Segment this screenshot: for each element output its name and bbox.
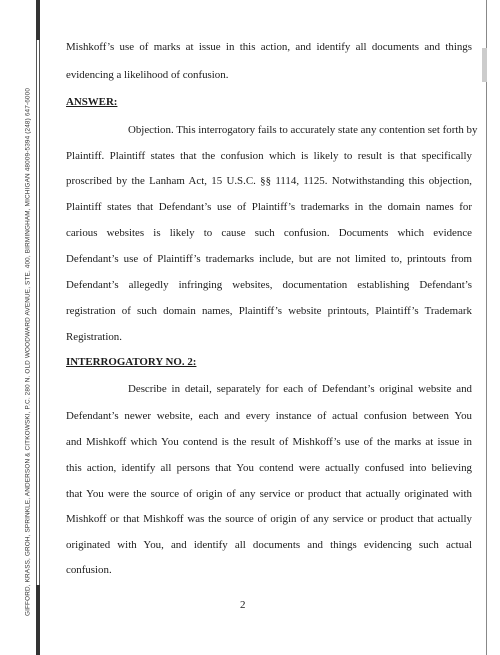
intro-line: Mishkoff’s use of marks at issue in this action, and identify all documents and things — [66, 41, 472, 53]
answer-line: carious websites is likely to cause such confusion. Documents which evidence — [66, 227, 472, 239]
interrogatory-line: Mishkoff or that Mishkoff was the source of origin of any service or product that actually — [66, 513, 472, 525]
margin-rule-left-inner — [39, 0, 40, 655]
interrogatory-line: Defendant’s newer website, each and every instance of actual confusion between You — [66, 410, 472, 422]
answer-line: Plaintiff states that Defendant’s use of Plaintiff’s trademarks in the domain names for — [66, 201, 472, 213]
answer-line: Objection. This interrogatory fails to accurately state any contention set forth by — [128, 124, 478, 136]
answer-line: registration of such domain names, Plaintiff’s website printouts, Plaintiff’s Trademark — [66, 305, 472, 317]
margin-rule-left — [36, 0, 37, 655]
margin-rule-right — [486, 0, 487, 655]
firm-footer-vertical: GIFFORD, KRASS, GROH, SPRINKLE, ANDERSON & CITKOWSKI, P.C. 280 N. OLD WOODWARD AVENUE, STE. 400, BIRMINGHAM, MICHIGAN 48009-5394 (248) 647-6000 — [24, 87, 32, 617]
interrogatory-line: confusion. — [66, 564, 112, 576]
interrogatory-line: originated with You, and identify all documents and things evidencing such actual — [66, 539, 472, 551]
interrogatory-line: this action, identify all persons that You contend were actually confused into believing — [66, 462, 472, 474]
scan-mark-right — [482, 48, 487, 82]
interrogatory-line: Describe in detail, separately for each of Defendant’s original website and — [128, 383, 472, 395]
answer-line: Plaintiff. Plaintiff states that the confusion which is likely to result is that specifically — [66, 150, 472, 162]
answer-line: proscribed by the Lanham Act, 15 U.S.C. §§ 1114, 1125. Notwithstanding this objection, — [66, 175, 472, 187]
interrogatory-line: and Mishkoff which You contend is the result of Mishkoff’s use of the marks at issue in — [66, 436, 472, 448]
interrogatory-heading: INTERROGATORY NO. 2: — [66, 356, 197, 368]
answer-heading: ANSWER: — [66, 96, 118, 108]
intro-line: evidencing a likelihood of confusion. — [66, 69, 229, 81]
margin-rule-bottom-mark — [36, 585, 40, 655]
answer-line: Defendant’s use of Plaintiff’s trademarks include, but are not limited to, printouts from — [66, 253, 472, 265]
page-number: 2 — [240, 599, 246, 611]
margin-rule-top-mark — [36, 0, 40, 40]
answer-line: Registration. — [66, 331, 122, 343]
answer-line: Defendant’s allegedly infringing websites, documentation establishing Defendant’s — [66, 279, 472, 291]
interrogatory-line: that You were the source of origin of any service or product that actually originated with — [66, 488, 472, 500]
